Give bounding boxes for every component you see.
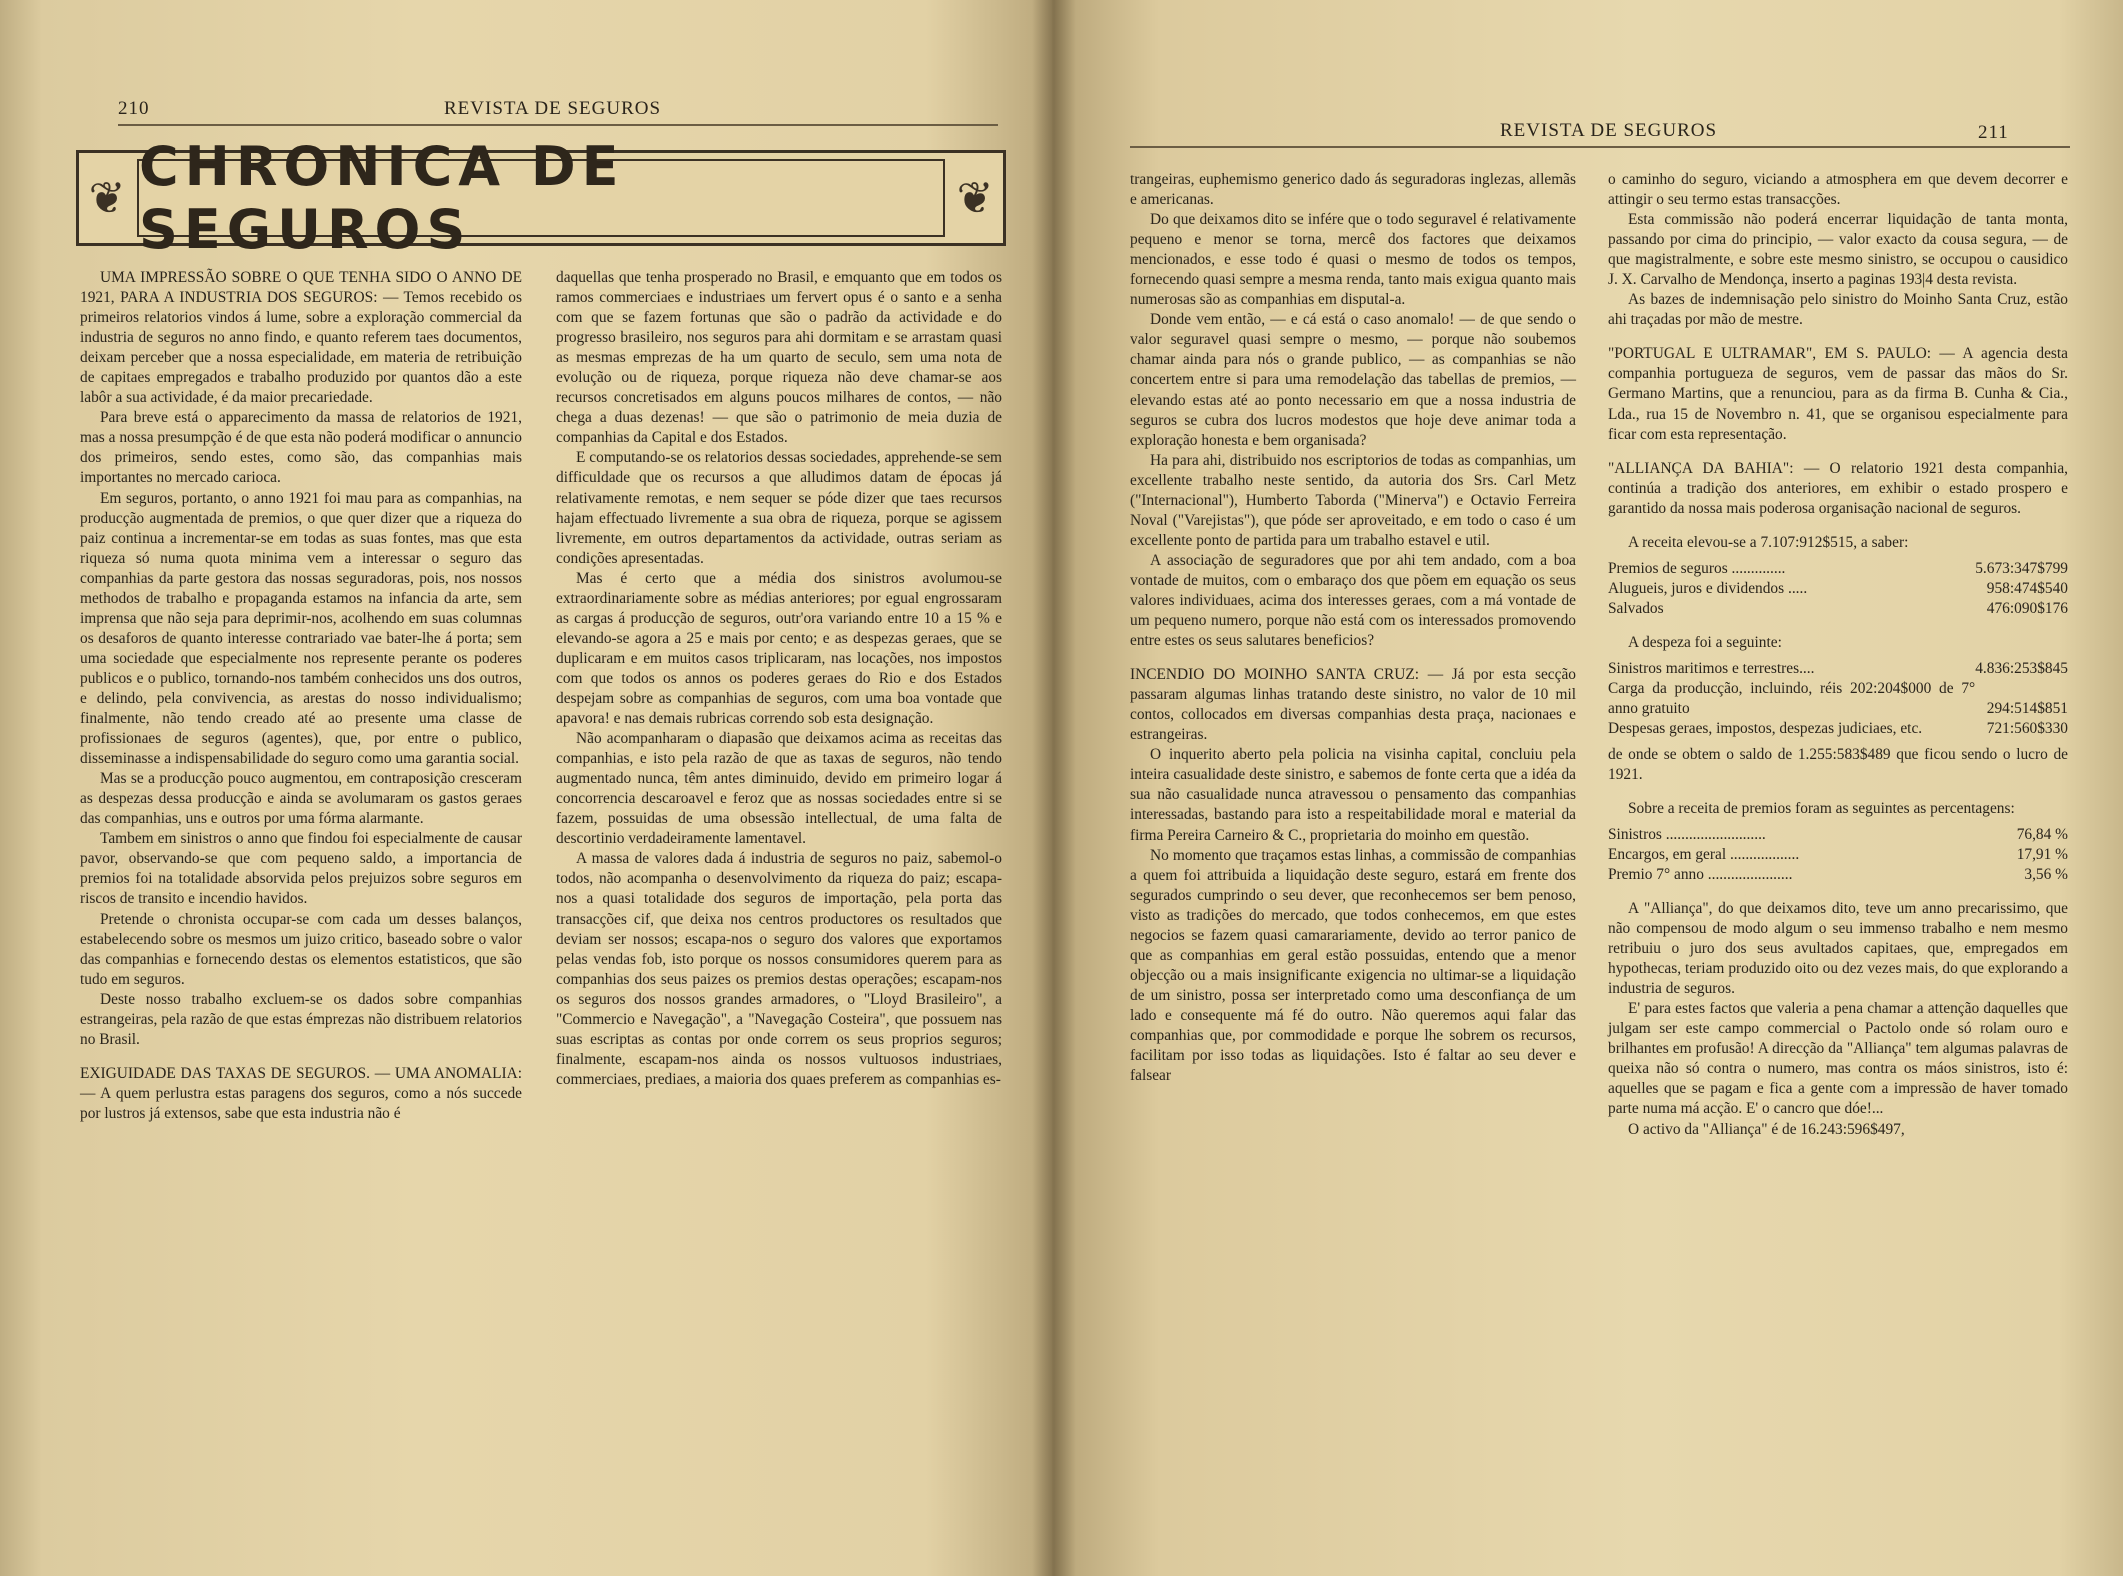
ornament-left-icon: ❦ (88, 174, 126, 223)
paragraph: daquellas que tenha prosperado no Brasil, e emquanto que em todos os ramos commerciaes e industriaes um fervert opus é o santo e a senha com que se fazem fortunas que são o padrão da actividade e do progresso brasileiro, nos seguros para ahi dormitam e se arrastam quasi as mesmas emprezas de ha um quarto de seculo, sem uma nota de evolução ou de riqueza, porque riqueza não deve chamar-se aos recursos concretisados em alguns poucos milhares de contos, — não chega a duas dezenas! — que são o patrimonio de meia duzia de companhias da Capital e dos Estados. (556, 269, 1002, 447)
paragraph: Ha para ahi, distribuido nos escriptorios de todas as companhias, um excellente trabalho neste sentido, da autoria dos Srs. Carl Metz ("Internacional"), Humberto Taborda ("Minerva") e Octavio Ferreira Noval ("Varejistas"), que póde ser aproveitado, e em todo o caso é um excellente ponto de partida para um trabalho estavel e util. (1130, 451, 1576, 549)
paragraph: trangeiras, euphemismo generico dado ás seguradoras inglezas, allemãs e americanas. (1130, 171, 1576, 209)
paragraph: Mas se a producção pouco augmentou, em contraposição cresceram as despezas dessa producção e ainda se avolumaram os gastos geraes das companhias, uns e outros por uma fórma alarmante. (80, 770, 522, 828)
row-label: Alugueis, juros e dividendos ..... (1608, 579, 1808, 597)
page-number-right: 211 (1978, 122, 2009, 143)
table-row (1608, 865, 2068, 885)
paragraph: Deste nosso trabalho excluem-se os dados sobre companhias estrangeiras, pela razão de que estas émprezas não distribuem relatorios no Brasil. (80, 990, 522, 1048)
paragraph: Em seguros, portanto, o anno 1921 foi mau para as companhias, na producção augmentada de premios, o que quer dizer que a riqueza do paiz continua a incrementar-se em todas as suas fontes, mas que esta riqueza só numa quota minima vem a interessar o seguro das companhias da parte gestora das nossas seguradoras, pois, nos nossos methodos de trabalho e propaganda estamos na infancia da arte, sem imprensa que não seja para deprimir-nos, acolhendo em suas columnas os desaforos de quanto interesse contrariado vae bater-lhe á porta; sem uma sociedade que especialmente nos represente perante os poderes publicos e o publico, tornando-nos também conhecidos uns dos outros, e delindo, pela convivencia, as arestas do nosso individualismo; finalmente, não tendo creado até ao presente uma classe de profissionaes de seguros (agentes), que, por entre o publico, disseminasse a indispensabilidade do seguro como uma garantia social. (80, 489, 522, 768)
row-value: 476:090$176 (1986, 599, 2068, 617)
table-row (1608, 845, 2068, 865)
paragraph: de onde se obtem o saldo de 1.255:583$489 que ficou sendo o lucro de 1921. (1608, 745, 2068, 783)
paragraph: As bazes de indemnisação pelo sinistro do Moinho Santa Cruz, estão ahi traçadas por mão de mestre. (1608, 291, 2068, 329)
row-label: Carga da producção, incluindo, réis 202:204$000 de 7° anno gratuito (1608, 679, 1976, 717)
right-column-2 (1608, 170, 2068, 1140)
paragraph: Esta commissão não poderá encerrar liquidação de tanta monta, passando por cima do principio, — valor exacto da cousa segura, — de que magistralmente, e sobre este mesmo sinistro, se occupou o causidico J. X. Carvalho de Mendonça, inserto a paginas 193|4 desta revista. (1608, 211, 2068, 289)
row-label: Encargos, em geral .................. (1608, 845, 1800, 863)
paragraph: E' para estes factos que valeria a pena chamar a attenção daquelles que julgam ser este campo commercial o Pactolo onde só rolam ouro e brilhantes em profusão! A direcção da "Alliança" tem algumas palavras de queixa não só contra o numero, mas contra os máos sinistros, isto é: aquelles que se pagam e fica a gente com a impressão de haver tomado parte numa má acção. E' o cancro que dóe!... (1608, 1000, 2068, 1118)
receita-table (1608, 559, 2068, 619)
paragraph: A despeza foi a seguinte: (1628, 633, 1782, 651)
paragraph: Sobre a receita de premios foram as seguintes as percentagens: (1628, 799, 2015, 817)
paragraph: Pretende o chronista occupar-se com cada um desses balanços, estabelecendo sobre os mesmos um juizo critico, baseado sobre o valor das companhias e fornecendo destas os elementos estatisticos, que são tudo em seguros. (80, 910, 522, 988)
paragraph: O activo da "Alliança" é de 16.243:596$497, (1628, 1120, 1905, 1138)
row-label: Salvados (1608, 599, 1664, 617)
row-label: Premios de seguros .............. (1608, 559, 1786, 577)
paragraph: A receita elevou-se a 7.107:912$515, a saber: (1628, 533, 1909, 551)
table-row (1608, 599, 2068, 619)
running-head-left: REVISTA DE SEGUROS (444, 98, 662, 119)
row-value: 17,91 % (2016, 845, 2068, 863)
header-rule-right (1130, 146, 2070, 152)
paragraph: O inquerito aberto pela policia na visinha capital, concluiu pela inteira casualidade deste sinistro, e sabemos de fonte certa que a idéa da sua não casualidade nunca atravessou o pensamento das companhias interessadas, bastando para isto a respeitabilidade moral e material da firma Pereira Carneiro & C., proprietaria do moinho em questão. (1130, 746, 1576, 844)
row-value: 3,56 % (2024, 865, 2068, 883)
row-value: 76,84 % (2016, 825, 2068, 843)
banner-frame (137, 135, 945, 261)
left-column-2 (556, 268, 1002, 1090)
section-banner (76, 135, 1006, 261)
paragraph: Donde vem então, — e cá está o caso anomalo! — de que sendo o valor seguravel quasi sempre o mesmo, — porque não soubemos chamar ainda para nós o grande publico, — as companhias se não concertem entre si para uma remodelação das tabellas de premios, — elevando estas até ao ponto necessario em que a nossa industria de seguros se cubra dos lucros modestos que hoje deve animar toda a exploração honesta e bem organisada? (1130, 311, 1576, 449)
paragraph: Do que deixamos dito se infére que o todo seguravel é relativamente pequeno e menor se torna, mercê dos factores que deixamos mencionados, e esse todo é quasi o mesmo de todos os tempos, fornecendo quasi sempre a mesma renda, tanto mais exigua quanto mais numerosas são as companhias em disputal-a. (1130, 211, 1576, 309)
section-heading-paragraph: INCENDIO DO MOINHO SANTA CRUZ: — Já por esta secção passaram algumas linhas tratando deste sinistro, no valor de 10 mil contos, collocados em diversas companhias desta praça, nacionaes e estrangeiras. (1130, 666, 1576, 744)
paragraph: o caminho do seguro, viciando a atmosphera em que devem decorrer e attingir o seu termo estas transacções. (1608, 171, 2068, 209)
row-value: 5.673:347$799 (1975, 559, 2068, 577)
book-gutter (1032, 0, 1076, 1576)
page-number-left: 210 (118, 98, 150, 119)
paragraph: No momento que traçamos estas linhas, a commissão de companhias a quem foi attribuida a liquidação deste seguro, estará em frente dos segurados cumprindo o seu dever, que reconhecemos ser bem penoso, visto as tradições do mercado, que todos conhecemos, em que estes negocios se fazem quasi camarariamente, devido ao terror panico de que as companhias em geral estão possuidas, entendo que a menor objecção ou a mais insignificante exigencia no ultimar-se a liquidação de um sinistro, possa ser interpretado como uma desconfiança de um lado e consequente má fé do outro. Não queremos aqui falar das companhias que, por commodidade e porque lhe sobrem os recursos, facilitam por isso todas as liquidações. Isto é faltar ao seu dever e falsear (1130, 846, 1576, 1085)
left-page (0, 0, 1052, 1576)
section-title: CHRONICA DE SEGUROS (139, 135, 625, 261)
left-column-1 (80, 268, 522, 1124)
table-row (1608, 679, 2068, 719)
paragraph: UMA IMPRESSÃO SOBRE O QUE TENHA SIDO O ANNO DE 1921, PARA A INDUSTRIA DOS SEGUROS: — Temos recebido os primeiros relatorios vindos á lume, sobre a exploração commercial da industria de seguros no anno findo, e quanto referem taes documentos, deixam perceber que a nossa especialidade, em materia de retribuição de capitaes empregados e trabalho produzido por quantos dão a este labôr a sua actividade, é da maior precariedade. (80, 269, 522, 407)
percentagens-table (1608, 825, 2068, 885)
paragraph: A massa de valores dada á industria de seguros no paiz, sabemol-o todos, não acompanha o desenvolvimento da riqueza do paiz; escapa-nos a quasi totalidade dos seguros de importação, pela porta das transacções cif, que deixa nos centros productores os resultados que deviam ser nossos; escapa-nos o seguro dos valores que exportamos pelas vendas fob, isto porque os nossos consumidores querem para as companhias dos seus paizes os premios destas operações; escapam-nos os seguros dos nossos grandes armadores, o "Lloyd Brasileiro", a "Commercio e Navegação", a "Navegação Costeira", que possuem nas suas escriptas as contas por onde correm os seus proprios seguros; finalmente, escapam-nos ainda os nossos vultuosos industriaes, commerciaes, prediaes, a maioria dos quaes preferem as companhias es- (556, 850, 1002, 1088)
section-heading-paragraph: EXIGUIDADE DAS TAXAS DE SEGUROS. — UMA ANOMALIA: — A quem perlustra estas paragens dos seguros, como a nós succede por lustros já extensos, sabe que esta industria não é (80, 1064, 522, 1122)
paragraph: Mas é certo que a média dos sinistros avolumou-se extraordinariamente sobre as médias anteriores; por egual engrossaram as cargas á producção de seguros, outr'ora variando entre 10 a 15 % e elevando-se agora a 25 e mais por cento; e as despezas geraes, que se duplicaram e em muitos casos triplicaram, nas locações, nos impostos com que todos os annos os poderes geraes do Rio e dos Estados despejam sobre as companhias de seguros, com uma boa vontade que apavora! e nas demais rubricas correndo sob esta designação. (556, 569, 1002, 728)
row-label: Sinistros maritimos e terrestres.... (1608, 659, 1815, 677)
paragraph: Tambem em sinistros o anno que findou foi especialmente de causar pavor, observando-se que com pequeno saldo, a importancia de premios foi na totalidade absorvida pelos prejuizos sobre seguros em riscos de transito e incendio havidos. (80, 830, 522, 908)
section-heading-paragraph: "PORTUGAL E ULTRAMAR", EM S. PAULO: — A agencia desta companhia portugueza de seguros, vem de passar das mãos do Sr. Germano Martins, que a renunciou, para as da firma B. Cunha & Cia., Lda., rua 15 de Novembro n. 41, que se organisou especialmente para ficar com esta representação. (1608, 345, 2068, 443)
despeza-table (1608, 659, 2068, 739)
row-label: Premio 7° anno ...................... (1608, 865, 1793, 883)
paragraph: Para breve está o apparecimento da massa de relatorios de 1921, mas a nossa presumpção é de que esta não poderá modificar o annuncio dos primeiros, sendo estes, como são, das companhias mais importantes no mercado carioca. (80, 409, 522, 487)
table-row (1608, 659, 2068, 679)
running-head-right: REVISTA DE SEGUROS (1500, 120, 1718, 141)
row-value: 294:514$851 (1986, 699, 2068, 717)
row-label: Despesas geraes, impostos, despezas judiciaes, etc. (1608, 719, 1923, 737)
table-row (1608, 559, 2068, 579)
paragraph: A associação de seguradores que por ahi tem andado, com a boa vontade de muitos, com o embaraço dos que põem em equação os seus valores individuaes, acima dos interesses geraes, com a má vontade de um pequeno numero, porque não está com os interessados promovendo entre estes os seus salutares beneficios? (1130, 551, 1576, 650)
section-heading-paragraph: "ALLIANÇA DA BAHIA": — O relatorio 1921 desta companhia, continúa a tradição dos anteriores, em exhibir o estado prospero e garantido da nossa mais poderosa organisação nacional de seguros. (1608, 459, 2068, 517)
right-page (1052, 0, 2123, 1576)
row-label: Sinistros .......................... (1608, 825, 1766, 843)
paragraph: A "Alliança", do que deixamos dito, teve um anno precarissimo, que não compensou de modo algum o seu immenso trabalho e nem mesmo retribuiu o juro dos seus avultados capitaes, que, empregados em hypothecas, teriam produzido oito ou dez vezes mais, do que explorando a industria de seguros. (1608, 899, 2068, 998)
ornament-right-icon: ❦ (956, 174, 994, 223)
paragraph: E computando-se os relatorios dessas sociedades, apprehende-se sem difficuldade que os recursos a que alludimos datam de épocas já relativamente remotas, e nem sequer se póde dizer que taes recursos hajam effectuado livremente a sua obra de riqueza, porque se agissem livremente, em outros departamentos da actividade, outras seriam as condições apresentadas. (556, 449, 1002, 567)
right-column-1 (1130, 170, 1576, 1086)
row-value: 721:560$330 (1986, 719, 2068, 737)
paragraph: Não acompanharam o diapasão que deixamos acima as receitas das companhias, e isto pela razão de que as taxas de seguros, não tendo augmentado nunca, têm antes diminuido, devido em primeiro logar á concorrencia descaroavel e feroz que as nossas sociedades entre si se fazem, possuidas de uma obsessão intellectual, de uma falta de descortinio verdadeiramente lamentavel. (556, 730, 1002, 848)
header-rule-left (118, 124, 998, 130)
table-row (1608, 825, 2068, 845)
table-row (1608, 719, 2068, 739)
table-row (1608, 579, 2068, 599)
row-value: 958:474$540 (1986, 579, 2068, 597)
row-value: 4.836:253$845 (1975, 659, 2068, 677)
